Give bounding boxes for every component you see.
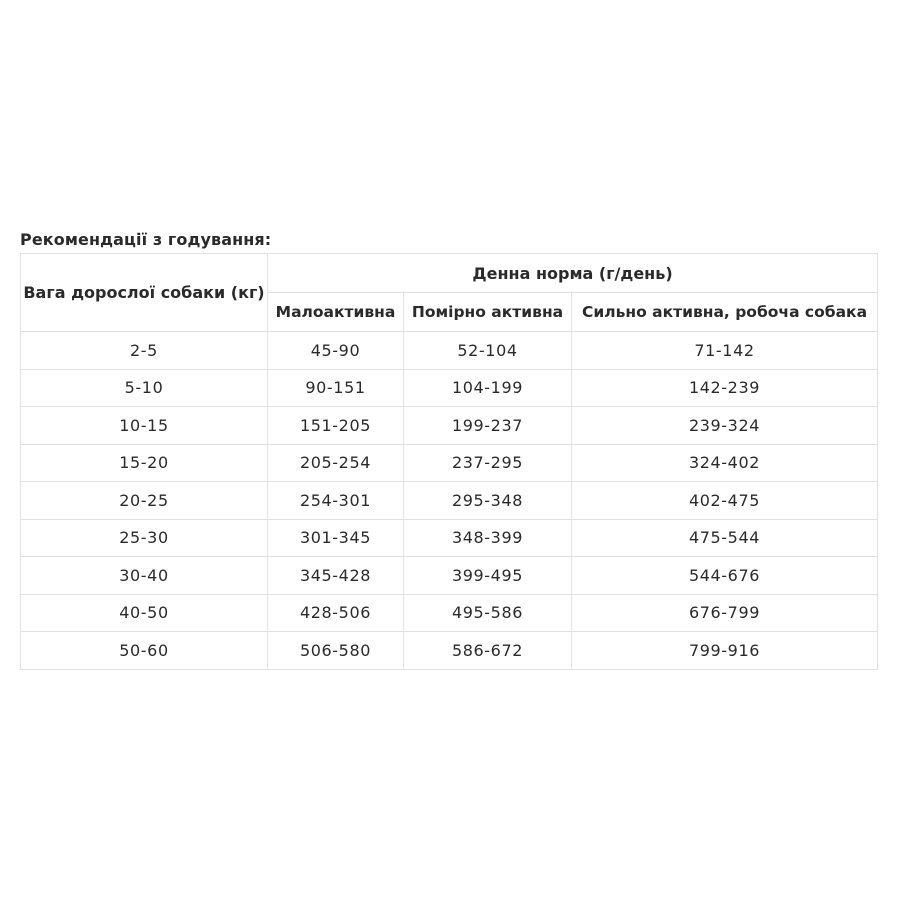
table-row <box>21 594 878 632</box>
moderate-activity-cell: 586-672 <box>404 632 572 670</box>
feeding-table <box>20 253 878 670</box>
table-row <box>21 557 878 595</box>
weight-cell: 20-25 <box>21 482 268 520</box>
high-activity-cell: 676-799 <box>572 594 878 632</box>
high-activity-cell: 402-475 <box>572 482 878 520</box>
moderate-activity-cell: 295-348 <box>404 482 572 520</box>
high-activity-cell: 324-402 <box>572 444 878 482</box>
weight-cell: 5-10 <box>21 369 268 407</box>
moderate-activity-cell: 237-295 <box>404 444 572 482</box>
high-activity-cell: 544-676 <box>572 557 878 595</box>
weight-cell: 40-50 <box>21 594 268 632</box>
weight-cell: 25-30 <box>21 519 268 557</box>
moderate-activity-cell: 104-199 <box>404 369 572 407</box>
high-activity-cell: 142-239 <box>572 369 878 407</box>
weight-column-header: Вага дорослої собаки (кг) <box>21 254 268 332</box>
low-activity-cell: 151-205 <box>268 407 404 445</box>
high-activity-cell: 71-142 <box>572 332 878 370</box>
activity-header-high: Сильно активна, робоча собака <box>572 293 878 332</box>
table-row <box>21 407 878 445</box>
low-activity-cell: 428-506 <box>268 594 404 632</box>
low-activity-cell: 205-254 <box>268 444 404 482</box>
low-activity-cell: 90-151 <box>268 369 404 407</box>
low-activity-cell: 254-301 <box>268 482 404 520</box>
low-activity-cell: 301-345 <box>268 519 404 557</box>
activity-header-moderate: Помірно активна <box>404 293 572 332</box>
weight-cell: 2-5 <box>21 332 268 370</box>
table-row <box>21 369 878 407</box>
low-activity-cell: 506-580 <box>268 632 404 670</box>
table-row <box>21 632 878 670</box>
high-activity-cell: 475-544 <box>572 519 878 557</box>
feeding-heading: Рекомендації з годування: <box>20 230 272 249</box>
low-activity-cell: 345-428 <box>268 557 404 595</box>
weight-cell: 15-20 <box>21 444 268 482</box>
weight-cell: 30-40 <box>21 557 268 595</box>
moderate-activity-cell: 399-495 <box>404 557 572 595</box>
moderate-activity-cell: 52-104 <box>404 332 572 370</box>
weight-cell: 50-60 <box>21 632 268 670</box>
table-row <box>21 519 878 557</box>
table-row <box>21 482 878 520</box>
low-activity-cell: 45-90 <box>268 332 404 370</box>
high-activity-cell: 799-916 <box>572 632 878 670</box>
table-row <box>21 332 878 370</box>
header-row-main <box>21 254 878 293</box>
activity-header-low: Малоактивна <box>268 293 404 332</box>
moderate-activity-cell: 199-237 <box>404 407 572 445</box>
high-activity-cell: 239-324 <box>572 407 878 445</box>
moderate-activity-cell: 495-586 <box>404 594 572 632</box>
moderate-activity-cell: 348-399 <box>404 519 572 557</box>
weight-cell: 10-15 <box>21 407 268 445</box>
table-row <box>21 444 878 482</box>
daily-norm-header: Денна норма (г/день) <box>268 254 878 293</box>
